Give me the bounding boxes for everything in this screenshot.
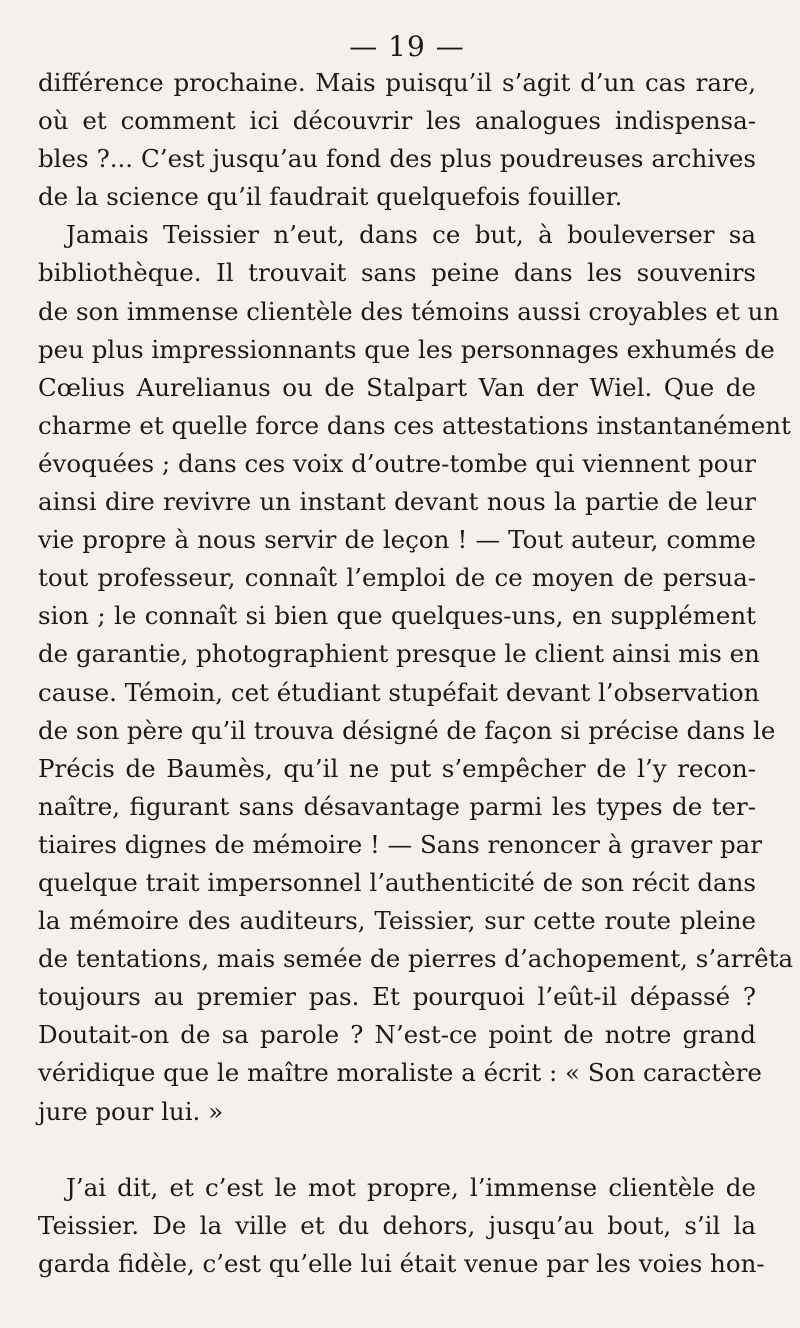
paragraph-2 [38,216,794,1130]
text-line: bles ?... C’est jusqu’au fond des plus poudreuses archives [38,144,756,174]
paragraph-spacer [38,1131,756,1169]
text-line: quelque trait impersonnel l’authenticité de son récit dans [38,867,756,897]
text-line: évoquées ; dans ces voix d’outre-tombe qui viennent pour [38,448,756,478]
text-line: où et comment ici découvrir les analogues indispensa- [38,106,756,136]
text-line: naître, figurant sans désavantage parmi les types de ter- [38,791,756,821]
text-line: de son immense clientèle des témoins aussi croyables et un [38,296,780,326]
text-line: peu plus impressionnants que les personnages exhumés de [38,334,775,364]
text-line: Teissier. De la ville et du dehors, jusqu’au bout, s’il la [38,1210,756,1240]
text-line: de garantie, photographient presque le client ainsi mis en [38,639,760,669]
body-text [38,64,794,1283]
text-line: sion ; le connaît si bien que quelques-uns, en supplément [38,601,756,631]
text-line: vie propre à nous servir de leçon ! — Tout auteur, comme [38,525,756,555]
text-line: Précis de Baumès, qu’il ne put s’empêcher de l’y recon- [38,753,756,783]
text-line: garda fidèle, c’est qu’elle lui était venue par les voies hon- [38,1248,765,1278]
text-line: de son père qu’il trouva désigné de façon si précise dans le [38,715,776,745]
text-line: bibliothèque. Il trouvait sans peine dans les souvenirs [38,258,756,288]
paragraph-1 [38,64,756,216]
text-line: la mémoire des auditeurs, Teissier, sur cette route pleine [38,906,756,936]
text-line: cause. Témoin, cet étudiant stupéfait devant l’observation [38,677,760,707]
text-line: Jamais Teissier n’eut, dans ce but, à bouleverser sa [66,220,756,250]
text-line: de la science qu’il faudrait quelquefois fouiller. [38,182,623,212]
text-line: tout professeur, connaît l’emploi de ce moyen de persua- [38,563,756,593]
text-line: tiaires dignes de mémoire ! — Sans renoncer à graver par [38,829,762,859]
page-number: — 19 — [349,30,465,63]
text-line: véridique que le maître moraliste a écrit : « Son caractère [38,1058,762,1088]
text-line: jure pour lui. » [38,1096,224,1126]
text-line: Doutait-on de sa parole ? N’est-ce point de notre grand [38,1020,756,1050]
text-line: J’ai dit, et c’est le mot propre, l’immense clientèle de [66,1172,756,1202]
text-line: Cœlius Aurelianus ou de Stalpart Van der Wiel. Que de [38,372,756,402]
paragraph-3 [38,1169,765,1283]
text-line: ainsi dire revivre un instant devant nous la partie de leur [38,487,756,517]
text-line: toujours au premier pas. Et pourquoi l’eût-il dépassé ? [38,982,756,1012]
text-line: de tentations, mais semée de pierres d’achopement, s’arrêta [38,944,794,974]
text-line: différence prochaine. Mais puisqu’il s’agit d’un cas rare, [38,68,756,97]
text-line: charme et quelle force dans ces attestations instantanément [38,410,791,440]
